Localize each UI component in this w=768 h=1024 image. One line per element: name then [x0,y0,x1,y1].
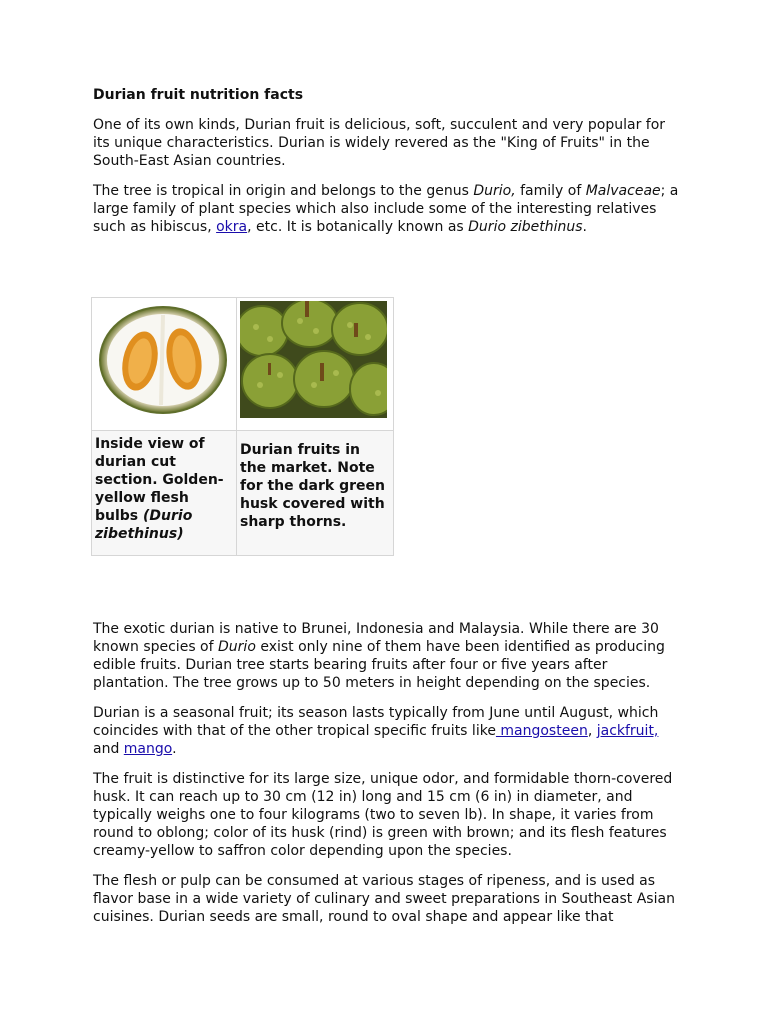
text: exist only nine of them have been identified as producing edible fruits. Durian tree starts bearing fruits after four or five years after plantation. The tree grows up to 50 meters in height depending on the species. [93,639,665,691]
link-mango[interactable]: mango [123,741,173,757]
link-mangosteen[interactable]: mangosteen [495,723,588,739]
caption-italic: (Durio zibethinus) [95,508,193,542]
text: ; a large family of plant species which also include some of the interesting relatives such as hibiscus, [93,183,679,235]
text: . [172,741,177,757]
caption-cut-durian [95,435,233,543]
caption-text: Inside view of durian cut section. Golden-yellow flesh bulbs [95,436,224,524]
paragraph-description: The fruit is distinctive for its large size, unique odor, and formidable thorn-covered husk. It can reach up to 30 cm (12 in) long and 15 cm (6 in) in diameter, and typically weighs one to four kilograms (two to seven lb). In shape, it varies from round to oblong; color of its husk (rind) is green with brown; and its flesh features creamy-yellow to saffron color depending upon the species. [93,771,673,859]
durians-market-image [240,301,387,418]
text: Durian is a seasonal fruit; its season lasts typically from June until August, which coincides with that of the other tropical specific fruits like [93,705,659,739]
figure-cell-cut-durian [92,298,237,431]
italic-genus: Durio [218,639,256,655]
paragraph-genus [93,182,683,236]
italic-genus: Durio, [473,183,516,199]
text: The exotic durian is native to Brunei, Indonesia and Malaysia. While there are 30 known species of [93,621,659,655]
figure-caption-cell-1 [92,431,237,555]
paragraph-intro: One of its own kinds, Durian fruit is delicious, soft, succulent and very popular for its unique characteristics. Durian is widely revered as the "King of Fruits" in the South-East Asian countries. [93,117,666,169]
text: . [582,219,587,235]
caption-market: Durian fruits in the market. Note for the dark green husk covered with sharp thorns. [240,442,385,530]
paragraph-flesh: The flesh or pulp can be consumed at various stages of ripeness, and is used as flavor base in a wide variety of culinary and sweet preparations in Southeast Asian cuisines. Durian seeds are small, round to oval shape and appear like that [93,873,675,925]
italic-species: Durio zibethinus [468,219,583,235]
figure-cell-market [237,298,393,431]
link-okra[interactable]: okra [216,219,248,235]
text: , [587,723,597,739]
figure-table [91,297,394,556]
figure-caption-cell-2 [237,431,393,555]
text: and [93,741,124,757]
text: , etc. It is botanically known as [247,219,469,235]
italic-family: Malvaceae [585,183,661,199]
text: The tree is tropical in origin and belongs to the genus [93,183,474,199]
article-title: Durian fruit nutrition facts [93,87,304,103]
text: family of [515,183,586,199]
cut-durian-image [95,301,231,421]
paragraph-season [93,704,683,758]
paragraph-native [93,620,683,692]
link-jackfruit[interactable]: jackfruit, [596,723,659,739]
